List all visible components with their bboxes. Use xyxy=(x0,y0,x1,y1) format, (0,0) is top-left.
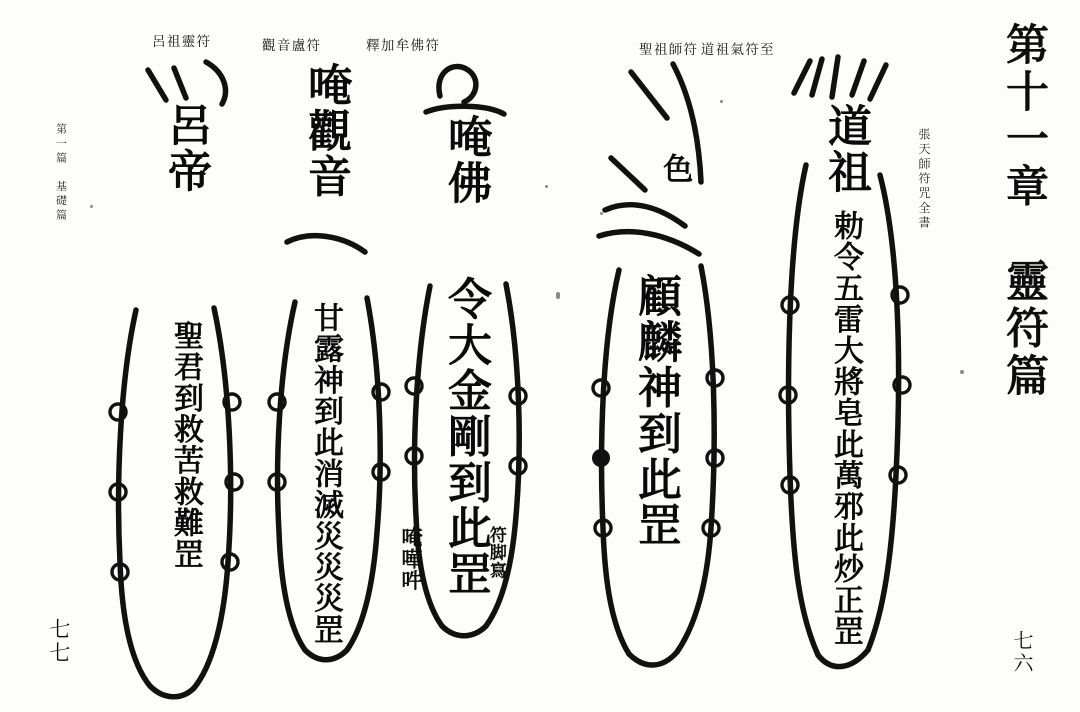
scan-speck xyxy=(600,212,603,215)
talisman-ancestor-spirit xyxy=(110,52,260,692)
talisman-head-glyphs: 唵觀音 xyxy=(300,62,351,200)
scan-speck xyxy=(960,370,964,374)
section-label-left: 第一篇 基礎篇 xyxy=(54,123,68,224)
talisman-side-glyphs: 唵嘩吽 xyxy=(399,526,425,592)
scan-speck xyxy=(90,205,93,208)
talisman-taoist-ancestor xyxy=(760,55,930,680)
scan-speck xyxy=(720,100,723,103)
talisman-sakyamuni-buddha xyxy=(390,56,540,636)
talisman-side-note: 符脚寫 xyxy=(485,526,506,580)
scan-speck xyxy=(545,185,548,188)
talisman-caption-ancestor-spirit: 呂祖靈符 xyxy=(152,34,212,50)
page-number-left: 七七 xyxy=(47,618,72,666)
scan-speck xyxy=(556,292,560,299)
talisman-caption-sakyamuni: 釋加牟佛符 xyxy=(366,38,441,54)
talisman-guanyin-bodhisattva xyxy=(255,52,395,662)
talisman-body-glyphs: 令大金剛到此罡 xyxy=(440,276,491,597)
talisman-body-glyphs: 勅令五雷大將皂此萬邪此炒正罡 xyxy=(828,210,863,647)
talisman-body-glyphs: 顧麟神到此罡 xyxy=(630,273,681,548)
talisman-head-glyphs: 色 xyxy=(657,153,693,185)
page-number-right: 七六 xyxy=(1010,630,1034,675)
talisman-sage-ancestor-master xyxy=(575,58,735,668)
chapter-title: 第十一章 靈符篇 xyxy=(999,22,1049,401)
talisman-head-glyphs: 道祖 xyxy=(820,103,871,195)
talisman-body-glyphs: 聖君到救苦救難罡 xyxy=(168,320,203,570)
talisman-head-glyphs: 唵佛 xyxy=(440,114,491,206)
book-side-label: 張天師符咒全書 xyxy=(917,128,931,231)
talisman-caption-guanyin: 觀音盧符 xyxy=(262,38,322,54)
talisman-body-glyphs: 甘露神到此消滅災災災罡 xyxy=(308,302,343,646)
talisman-caption-sage-ancestor: 聖祖師符 xyxy=(639,42,699,58)
talisman-caption-taoist-ancestor: 道祖氣符至 xyxy=(700,42,775,58)
talisman-head-glyphs: 呂帝 xyxy=(160,102,211,194)
